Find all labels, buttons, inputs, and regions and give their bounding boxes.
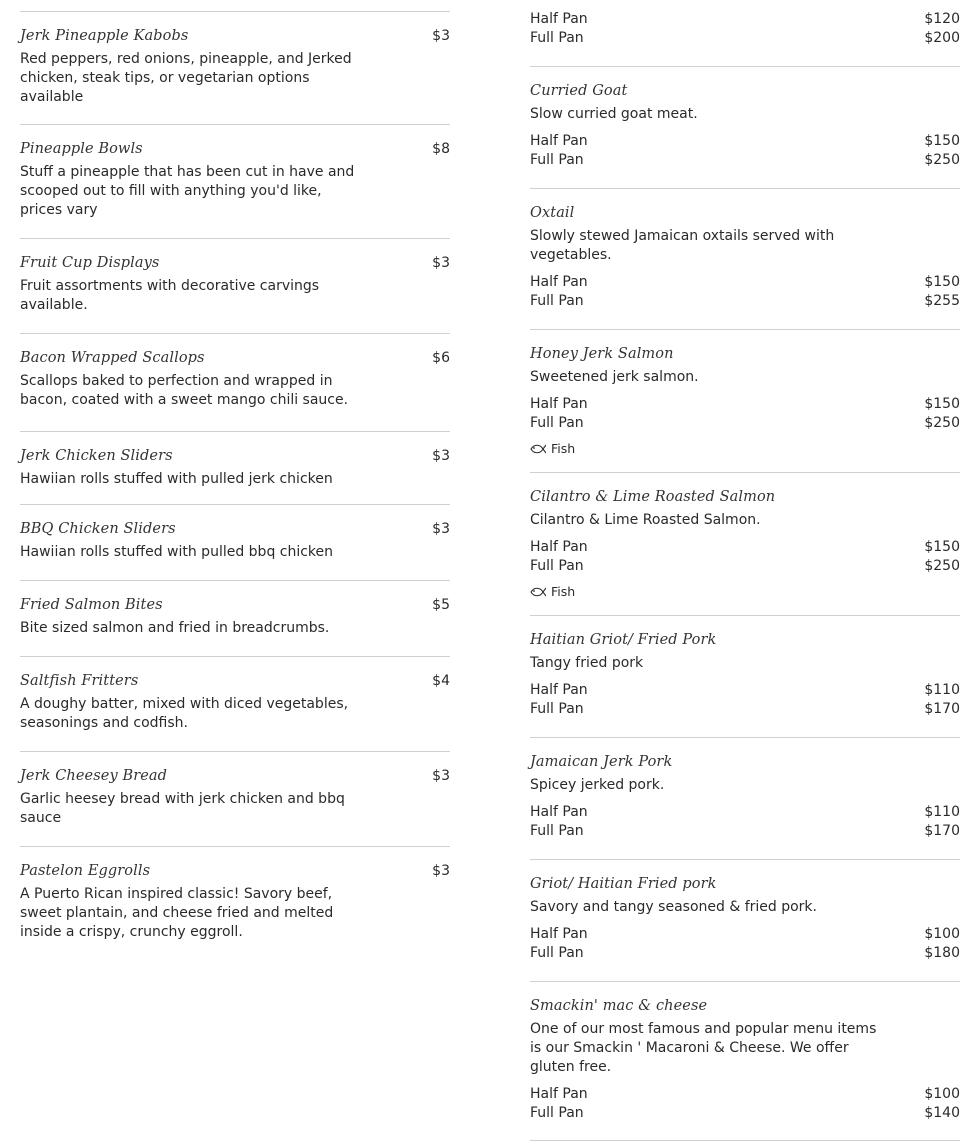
full-pan-price: $250 — [924, 558, 960, 574]
tag-label: Fish — [551, 441, 576, 456]
menu-item — [20, 581, 450, 656]
item-description: Spicey jerked pork. — [530, 777, 665, 793]
menu-item — [530, 738, 960, 859]
full-pan-label: Full Pan — [530, 30, 584, 46]
divider — [530, 1140, 960, 1141]
full-pan-label: Full Pan — [530, 415, 584, 431]
menu-item — [20, 505, 450, 580]
item-title: Curried Goat — [530, 83, 628, 99]
item-price: $4 — [432, 673, 450, 689]
full-pan-row — [530, 944, 960, 963]
item-title: Pineapple Bowls — [20, 141, 143, 157]
half-pan-price: $100 — [924, 1086, 960, 1102]
half-pan-row — [530, 681, 960, 700]
item-price: $3 — [432, 521, 450, 537]
full-pan-price: $200 — [924, 30, 960, 46]
dietary-tag — [530, 441, 960, 457]
menu-item — [530, 616, 960, 737]
half-pan-label: Half Pan — [530, 133, 588, 149]
menu-item — [20, 752, 450, 846]
full-pan-label: Full Pan — [530, 558, 584, 574]
half-pan-row — [530, 273, 960, 292]
item-price: $3 — [432, 863, 450, 879]
full-pan-label: Full Pan — [530, 1105, 584, 1121]
item-title: Jamaican Jerk Pork — [530, 754, 673, 770]
item-title: Pastelon Eggrolls — [20, 863, 151, 879]
item-title: Smackin' mac & cheese — [530, 998, 708, 1014]
half-pan-price: $150 — [924, 396, 960, 412]
left-menu-column — [20, 0, 450, 961]
dietary-tag — [530, 584, 960, 600]
item-price: $6 — [432, 350, 450, 366]
menu-item — [20, 847, 450, 961]
full-pan-row — [530, 414, 960, 433]
item-price: $3 — [432, 448, 450, 464]
full-pan-label: Full Pan — [530, 823, 584, 839]
half-pan-label: Half Pan — [530, 804, 588, 820]
half-pan-label: Half Pan — [530, 926, 588, 942]
full-pan-price: $140 — [924, 1105, 960, 1121]
item-description: Tangy fried pork — [530, 655, 644, 671]
item-title: BBQ Chicken Sliders — [20, 521, 176, 537]
menu-item — [530, 860, 960, 981]
item-description: Hawiian rolls stuffed with pulled bbq chicken — [20, 544, 334, 560]
item-price: $3 — [432, 768, 450, 784]
fish-icon — [530, 443, 546, 455]
full-pan-price: $255 — [924, 293, 960, 309]
half-pan-label: Half Pan — [530, 1086, 588, 1102]
menu-item — [530, 189, 960, 329]
item-description: Fruit assortments with decorative carvings available. — [20, 278, 320, 313]
item-description: Scallops baked to perfection and wrapped in bacon, coated with a sweet mango chili sauce. — [20, 373, 349, 408]
half-pan-price: $120 — [924, 11, 960, 27]
item-title: Jerk Chicken Sliders — [20, 448, 173, 464]
half-pan-label: Half Pan — [530, 539, 588, 555]
item-title: Honey Jerk Salmon — [530, 346, 674, 362]
item-title: Fried Salmon Bites — [20, 597, 163, 613]
item-description: A doughy batter, mixed with diced vegetables, seasonings and codfish. — [20, 696, 349, 731]
half-pan-label: Half Pan — [530, 682, 588, 698]
item-price: $8 — [432, 141, 450, 157]
item-description: Slow curried goat meat. — [530, 106, 698, 122]
half-pan-row — [530, 1085, 960, 1104]
full-pan-label: Full Pan — [530, 152, 584, 168]
item-title: Jerk Pineapple Kabobs — [20, 28, 189, 44]
full-pan-row — [530, 151, 960, 170]
menu-item — [530, 0, 960, 66]
half-pan-price: $150 — [924, 133, 960, 149]
menu-item — [530, 473, 960, 615]
menu-item — [20, 334, 450, 431]
full-pan-price: $170 — [924, 701, 960, 717]
half-pan-label: Half Pan — [530, 396, 588, 412]
item-description: A Puerto Rican inspired classic! Savory beef, sweet plantain, and cheese fried and melted inside a crispy, crunchy eggroll. — [20, 886, 334, 940]
item-price: $3 — [432, 28, 450, 44]
full-pan-row — [530, 822, 960, 841]
half-pan-label: Half Pan — [530, 274, 588, 290]
full-pan-label: Full Pan — [530, 701, 584, 717]
item-title: Saltfish Fritters — [20, 673, 139, 689]
half-pan-row — [530, 538, 960, 557]
item-title: Fruit Cup Displays — [20, 255, 160, 271]
item-description: One of our most famous and popular menu items is our Smackin ' Macaroni & Cheese. We offer gluten free. — [530, 1021, 877, 1075]
half-pan-price: $110 — [924, 804, 960, 820]
full-pan-row — [530, 292, 960, 311]
half-pan-label: Half Pan — [530, 11, 588, 27]
fish-icon — [530, 586, 546, 598]
full-pan-label: Full Pan — [530, 293, 584, 309]
item-price: $3 — [432, 255, 450, 271]
full-pan-price: $180 — [924, 945, 960, 961]
item-title: Griot/ Haitian Fried pork — [530, 876, 717, 892]
item-description: Savory and tangy seasoned & fried pork. — [530, 899, 817, 915]
item-title: Jerk Cheesey Bread — [20, 768, 168, 784]
half-pan-price: $110 — [924, 682, 960, 698]
full-pan-label: Full Pan — [530, 945, 584, 961]
menu-item — [530, 330, 960, 472]
menu-item — [20, 125, 450, 238]
item-description: Sweetened jerk salmon. — [530, 369, 699, 385]
menu-item — [530, 982, 960, 1140]
full-pan-price: $250 — [924, 415, 960, 431]
half-pan-row — [530, 132, 960, 151]
half-pan-row — [530, 395, 960, 414]
item-description: Slowly stewed Jamaican oxtails served with vegetables. — [530, 228, 835, 263]
menu-item — [20, 657, 450, 751]
menu-item — [20, 12, 450, 124]
item-description: Bite sized salmon and fried in breadcrumbs. — [20, 620, 330, 636]
menu-item — [530, 67, 960, 188]
half-pan-price: $150 — [924, 539, 960, 555]
item-title: Bacon Wrapped Scallops — [20, 350, 205, 366]
item-description: Cilantro & Lime Roasted Salmon. — [530, 512, 761, 528]
half-pan-row — [530, 10, 960, 29]
full-pan-price: $170 — [924, 823, 960, 839]
item-title: Haitian Griot/ Fried Pork — [530, 632, 717, 648]
half-pan-row — [530, 803, 960, 822]
half-pan-price: $150 — [924, 274, 960, 290]
item-description: Red peppers, red onions, pineapple, and Jerked chicken, steak tips, or vegetarian options available — [20, 51, 352, 105]
full-pan-row — [530, 557, 960, 576]
menu-item — [20, 239, 450, 333]
tag-label: Fish — [551, 584, 576, 599]
full-pan-row — [530, 700, 960, 719]
item-description: Stuff a pineapple that has been cut in have and scooped out to fill with anything you'd like, prices vary — [20, 164, 355, 218]
item-description: Garlic heesey bread with jerk chicken and bbq sauce — [20, 791, 345, 826]
full-pan-row — [530, 29, 960, 48]
half-pan-price: $100 — [924, 926, 960, 942]
full-pan-row — [530, 1104, 960, 1123]
item-title: Oxtail — [530, 205, 575, 221]
item-price: $5 — [432, 597, 450, 613]
right-menu-column — [530, 0, 960, 1141]
full-pan-price: $250 — [924, 152, 960, 168]
item-title: Cilantro & Lime Roasted Salmon — [530, 489, 776, 505]
item-description: Hawiian rolls stuffed with pulled jerk chicken — [20, 471, 333, 487]
half-pan-row — [530, 925, 960, 944]
menu-item — [20, 432, 450, 504]
